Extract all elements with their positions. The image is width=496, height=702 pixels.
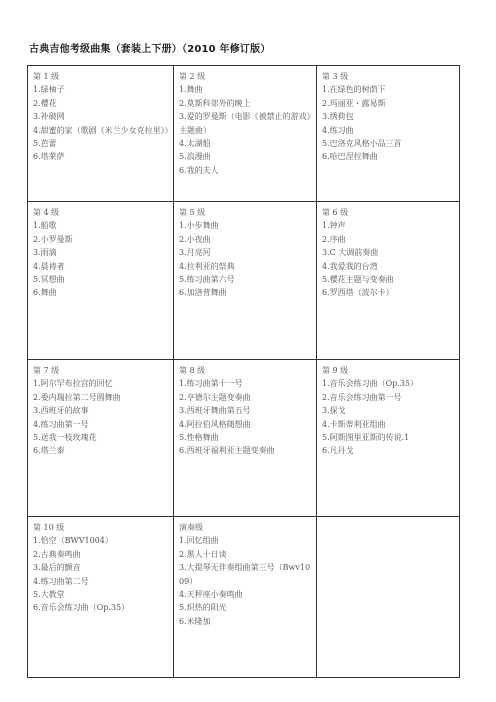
piece-item: 1.绿柚子 — [33, 85, 65, 95]
piece-item: 1.在绿色的树荫下 — [322, 85, 386, 95]
table-row — [28, 66, 460, 202]
table-row — [28, 202, 460, 360]
piece-item: 5.大教堂 — [33, 590, 65, 600]
grade-heading: 演奏级 — [179, 523, 203, 532]
grade-cell — [174, 360, 317, 517]
piece-item: 4.练习曲第二号 — [33, 576, 89, 586]
piece-item: 5.冥想曲 — [33, 275, 65, 285]
grade-cell — [317, 66, 460, 202]
piece-item: 5.性格舞曲 — [179, 433, 219, 443]
piece-item: 4.拉利亚的祭典 — [179, 261, 235, 271]
piece-item: 5.樱花主题与变奏曲 — [322, 275, 394, 285]
piece-item: 4.太湖船 — [179, 139, 211, 149]
piece-item: 1.船歌 — [33, 221, 57, 231]
grade-cell — [174, 517, 317, 678]
piece-item: 3.绣荷包 — [322, 112, 354, 122]
piece-item: 4.晨祷者 — [33, 261, 65, 271]
piece-item: 6.音乐会练习曲（Op.35） — [33, 603, 130, 613]
piece-item: 2.小罗曼斯 — [33, 234, 73, 244]
piece-item: 1.音乐会练习曲（Op.35） — [322, 379, 419, 389]
piece-item: 6.我的夫人 — [179, 165, 219, 175]
piece-item: 4.练习曲第一号 — [33, 419, 89, 429]
piece-item: 3.西班牙舞曲第五号 — [179, 406, 251, 416]
grade-heading: 第 3 级 — [322, 72, 349, 81]
piece-item: 5.炽热的阳光 — [179, 603, 227, 613]
grade-table — [27, 65, 460, 678]
piece-item: 1.钟声 — [322, 221, 346, 231]
piece-item: 3.最后的颤音 — [33, 563, 81, 573]
piece-item: 5.芭蕾 — [33, 139, 57, 149]
piece-item: 3.探戈 — [322, 406, 346, 416]
piece-item: 4.卡斯蒂利亚组曲 — [322, 419, 386, 429]
piece-item: 2.樱花 — [33, 98, 57, 108]
piece-item: 1.小步舞曲 — [179, 221, 219, 231]
grade-heading: 第 7 级 — [33, 366, 60, 375]
piece-item: 6.凡丹戈 — [322, 446, 354, 456]
piece-item: 2.玛丽亚・露易斯 — [322, 98, 386, 108]
table-row — [28, 360, 460, 517]
piece-item: 4.阿拉伯风格随想曲 — [179, 419, 251, 429]
grade-heading: 第 8 级 — [179, 366, 206, 375]
grade-heading: 第 6 级 — [322, 208, 349, 217]
piece-item: 2.小夜曲 — [179, 234, 211, 244]
piece-item: 1.阿尔罕布拉宫的回忆 — [33, 379, 113, 389]
grade-cell — [28, 202, 174, 360]
piece-item: 2.莫斯科郊外的晚上 — [179, 98, 251, 108]
piece-item: 5.巴洛克风格小品三首 — [322, 139, 402, 149]
grade-cell — [317, 360, 460, 517]
piece-item: 6.加洛普舞曲 — [179, 288, 227, 298]
grade-cell — [174, 202, 317, 360]
piece-item: 6.罗西塔（波尔卡） — [322, 288, 394, 298]
grade-cell — [317, 517, 460, 678]
piece-item: 5.送我一枝玫瑰花 — [33, 433, 97, 443]
piece-item: 3.爱的罗曼斯（电影《被禁止的游戏》主题曲） — [179, 112, 311, 135]
piece-item: 2.亨德尔主题变奏曲 — [179, 392, 251, 402]
piece-item: 4.天秤座小奏鸣曲 — [179, 590, 243, 600]
piece-item: 3.月亮河 — [179, 248, 211, 258]
piece-item: 3.C 大调前奏曲 — [322, 248, 379, 258]
piece-item: 5.浪漫曲 — [179, 152, 211, 162]
piece-item: 2.黑人十日谈 — [179, 549, 227, 559]
piece-item: 5.练习曲第六号 — [179, 275, 235, 285]
piece-item: 2.音乐会练习曲第一号 — [322, 392, 402, 402]
piece-item: 6.哈巴涅拉舞曲 — [322, 152, 378, 162]
piece-item: 3.雨滴 — [33, 248, 57, 258]
grade-cell — [28, 66, 174, 202]
table-row — [28, 517, 460, 678]
grade-cell — [28, 360, 174, 517]
grade-heading: 第 4 级 — [33, 208, 60, 217]
grade-heading: 第 9 级 — [322, 366, 349, 375]
piece-item: 6.塔兰泰 — [33, 446, 65, 456]
piece-item: 3.大提琴无伴奏组曲第三号（Bwv1009） — [179, 563, 311, 586]
document-title: 古典吉他考级曲集（套装上下册）（2010 年修订版） — [29, 44, 271, 55]
grade-cell — [174, 66, 317, 202]
piece-item: 6.西班牙福利亚主题变奏曲 — [179, 446, 275, 456]
piece-item: 2.序曲 — [322, 234, 346, 244]
grade-heading: 第 5 级 — [179, 208, 206, 217]
piece-item: 6.舞曲 — [33, 288, 57, 298]
piece-item: 2.委内瑞拉第二号圆舞曲 — [33, 392, 121, 402]
piece-item: 6.米隆加 — [179, 616, 211, 626]
piece-item: 5.阿斯图里亚斯的传说.1 — [322, 433, 410, 443]
piece-item: 4.我爱我的台湾 — [322, 261, 378, 271]
piece-item: 1.回忆组曲 — [179, 536, 219, 546]
piece-item: 4.甜蜜的家（歌剧《米兰少女克拉里》） — [33, 125, 173, 135]
grade-cell — [317, 202, 460, 360]
piece-item: 4.练习曲 — [322, 125, 354, 135]
grade-heading: 第 1 级 — [33, 72, 60, 81]
piece-item: 2.古典奏鸣曲 — [33, 549, 81, 559]
piece-item: 1.舞曲 — [179, 85, 203, 95]
piece-item: 1.恰空（BWV1004） — [33, 536, 113, 546]
piece-item: 6.塔莱萨 — [33, 152, 65, 162]
piece-item: 1.练习曲第十一号 — [179, 379, 243, 389]
piece-item: 3.西班牙的故事 — [33, 406, 89, 416]
grade-heading: 第 2 级 — [179, 72, 206, 81]
grade-cell — [28, 517, 174, 678]
piece-item: 3.补破网 — [33, 112, 65, 122]
grade-heading: 第 10 级 — [33, 523, 65, 532]
